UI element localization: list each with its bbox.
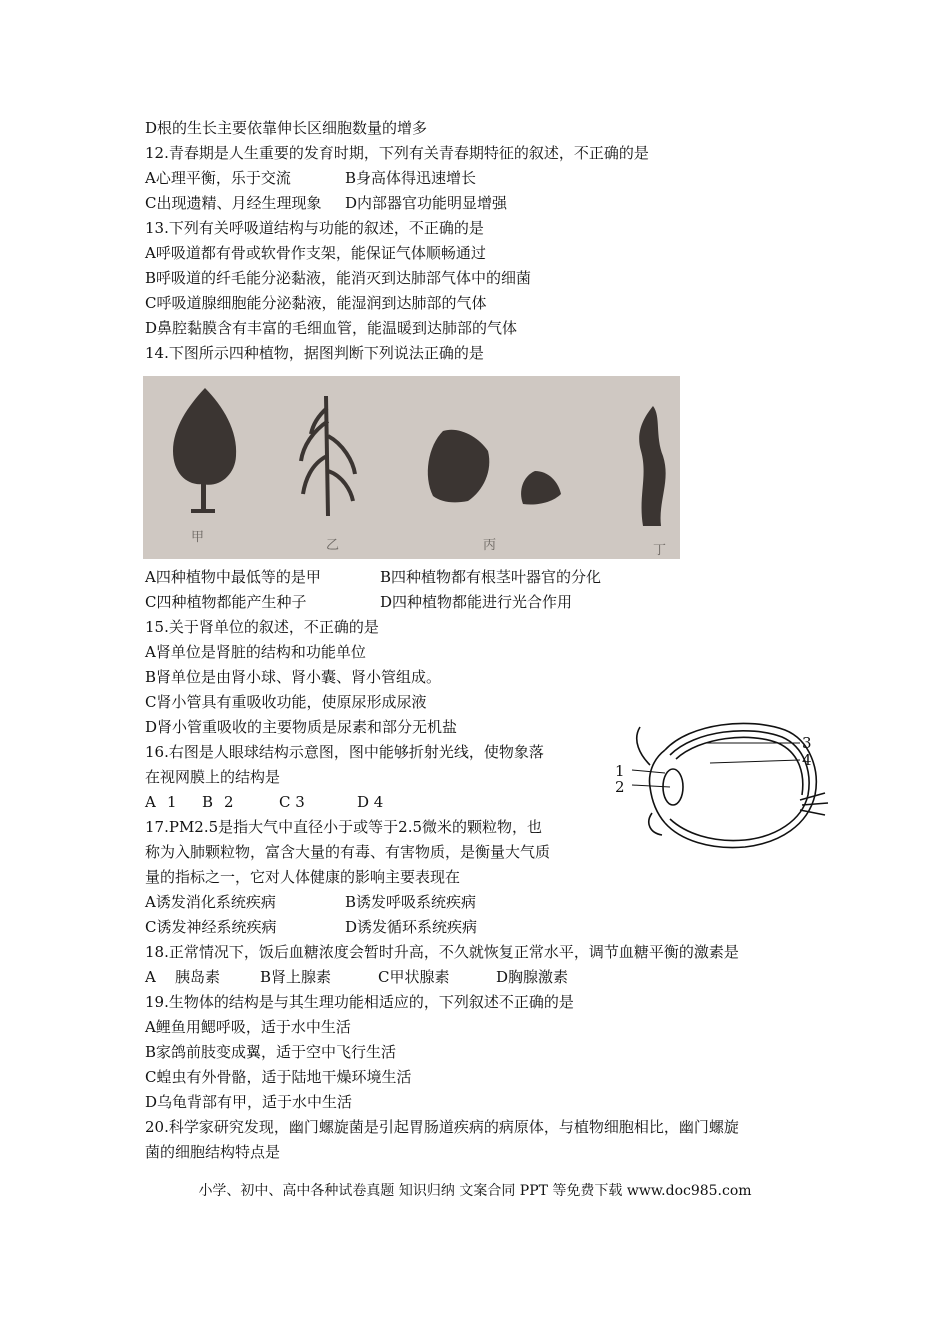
q19-option-a: A鲤鱼用鳃呼吸，适于水中生活 [145,1018,351,1036]
eye-label-4: 4 [802,751,812,769]
q14-options-row1 [145,566,601,588]
q15-option-b: B肾单位是由肾小球、肾小囊、肾小管组成。 [145,668,442,686]
q18-option-c: C甲状腺素 [378,968,450,986]
q14-option-c: C四种植物都能产生种子 [145,593,307,611]
q17-options-row2 [145,916,477,938]
q17-stem-2: 称为入肺颗粒物，富含大量的有毒、有害物质，是衡量大气质 [145,843,551,861]
plant-label-bing: 丙 [483,538,497,553]
q11-option-d: D根的生长主要依靠伸长区细胞数量的增多 [145,119,428,137]
q13-option-a: A呼吸道都有骨或软骨作支架，能保证气体顺畅通过 [145,244,486,262]
q18-option-a-value: 胰岛素 [175,968,221,986]
q14-options-row2 [145,591,572,613]
q19-option-c: C蝗虫有外骨骼，适于陆地干燥环境生活 [145,1068,412,1086]
q12-options-row2 [145,192,507,214]
q12-option-a: A心理平衡，乐于交流 [145,169,291,187]
page-footer: 小学、初中、高中各种试卷真题 知识归纳 文案合同 PPT 等免费下载 www.doc985.com [198,1183,752,1199]
q16-option-d: D 4 [357,793,384,811]
q12-option-c: C出现遗精、月经生理现象 [145,194,322,212]
q20-stem-1: 20.科学家研究发现，幽门螺旋菌是引起胃肠道疾病的病原体，与植物细胞相比，幽门螺旋 [145,1118,739,1136]
eye-label-2: 2 [615,778,625,796]
q15-stem: 15.关于肾单位的叙述，不正确的是 [145,618,379,636]
q15-option-c: C肾小管具有重吸收功能，使原尿形成尿液 [145,693,427,711]
plant-label-ding: 丁 [653,543,667,558]
q15-option-d: D肾小管重吸收的主要物质是尿素和部分无机盐 [145,718,458,736]
q14-option-a: A四种植物中最低等的是甲 [145,568,321,586]
q18-option-b: B肾上腺素 [260,968,332,986]
q14-stem: 14.下图所示四种植物，据图判断下列说法正确的是 [145,344,484,362]
q12-stem: 12.青春期是人生重要的发育时期，下列有关青春期特征的叙述，不正确的是 [145,144,649,162]
q16-options [145,791,383,813]
q18-options [145,966,568,988]
q15-option-a: A肾单位是肾脏的结构和功能单位 [145,643,366,661]
q13-option-c: C呼吸道腺细胞能分泌黏液，能湿润到达肺部的气体 [145,294,487,312]
q14-option-d: D四种植物都能进行光合作用 [380,593,573,611]
q17-option-b: B诱发呼吸系统疾病 [345,893,477,911]
q20-stem-2: 菌的细胞结构特点是 [145,1143,281,1161]
q17-option-d: D诱发循环系统疾病 [345,918,478,936]
eyeball-diagram [610,715,835,860]
q16-option-a-value: 1 [167,793,177,811]
q19-option-b: B家鸽前肢变成翼，适于空中飞行生活 [145,1043,397,1061]
eye-label-1: 1 [615,762,625,780]
q17-stem-3: 量的指标之一，它对人体健康的影响主要表现在 [145,868,461,886]
q17-option-a: A诱发消化系统疾病 [145,893,276,911]
q17-option-c: C诱发神经系统疾病 [145,918,277,936]
q17-options-row1 [145,891,476,913]
eye-label-3: 3 [802,734,812,752]
q16-option-c: C 3 [279,793,305,811]
q18-option-a-letter: A [145,968,156,986]
q16-stem: 16.右图是人眼球结构示意图，图中能够折射光线，使物象落 [145,743,544,761]
q13-stem: 13.下列有关呼吸道结构与功能的叙述，不正确的是 [145,219,484,237]
q19-stem: 19.生物体的结构是与其生理功能相适应的，下列叙述不正确的是 [145,993,574,1011]
q16-option-b-letter: B [202,793,214,811]
q19-option-d: D乌龟背部有甲，适于水中生活 [145,1093,353,1111]
plant-label-jia: 甲 [191,530,205,545]
four-plants-illustration [143,376,680,559]
q16-stem-cont: 在视网膜上的结构是 [145,768,281,786]
q18-option-d: D胸腺激素 [496,968,569,986]
q18-stem: 18.正常情况下，饭后血糖浓度会暂时升高，不久就恢复正常水平，调节血糖平衡的激素是 [145,943,739,961]
q16-option-b-value: 2 [224,793,234,811]
plant-label-yi: 乙 [326,538,340,553]
q17-stem-1: 17.PM2.5是指大气中直径小于或等于2.5微米的颗粒物，也 [145,818,543,836]
q12-option-b: B身高体得迅速增长 [345,169,477,187]
q16-option-a-letter: A [145,793,156,811]
q13-option-d: D鼻腔黏膜含有丰富的毛细血管，能温暖到达肺部的气体 [145,319,518,337]
four-plants-figure [143,376,680,559]
q12-option-d: D内部器官功能明显增强 [345,194,508,212]
q14-option-b: B四种植物都有根茎叶器官的分化 [380,568,602,586]
q12-options-row1 [145,167,476,189]
q13-option-b: B呼吸道的纤毛能分泌黏液，能消灭到达肺部气体中的细菌 [145,269,532,287]
